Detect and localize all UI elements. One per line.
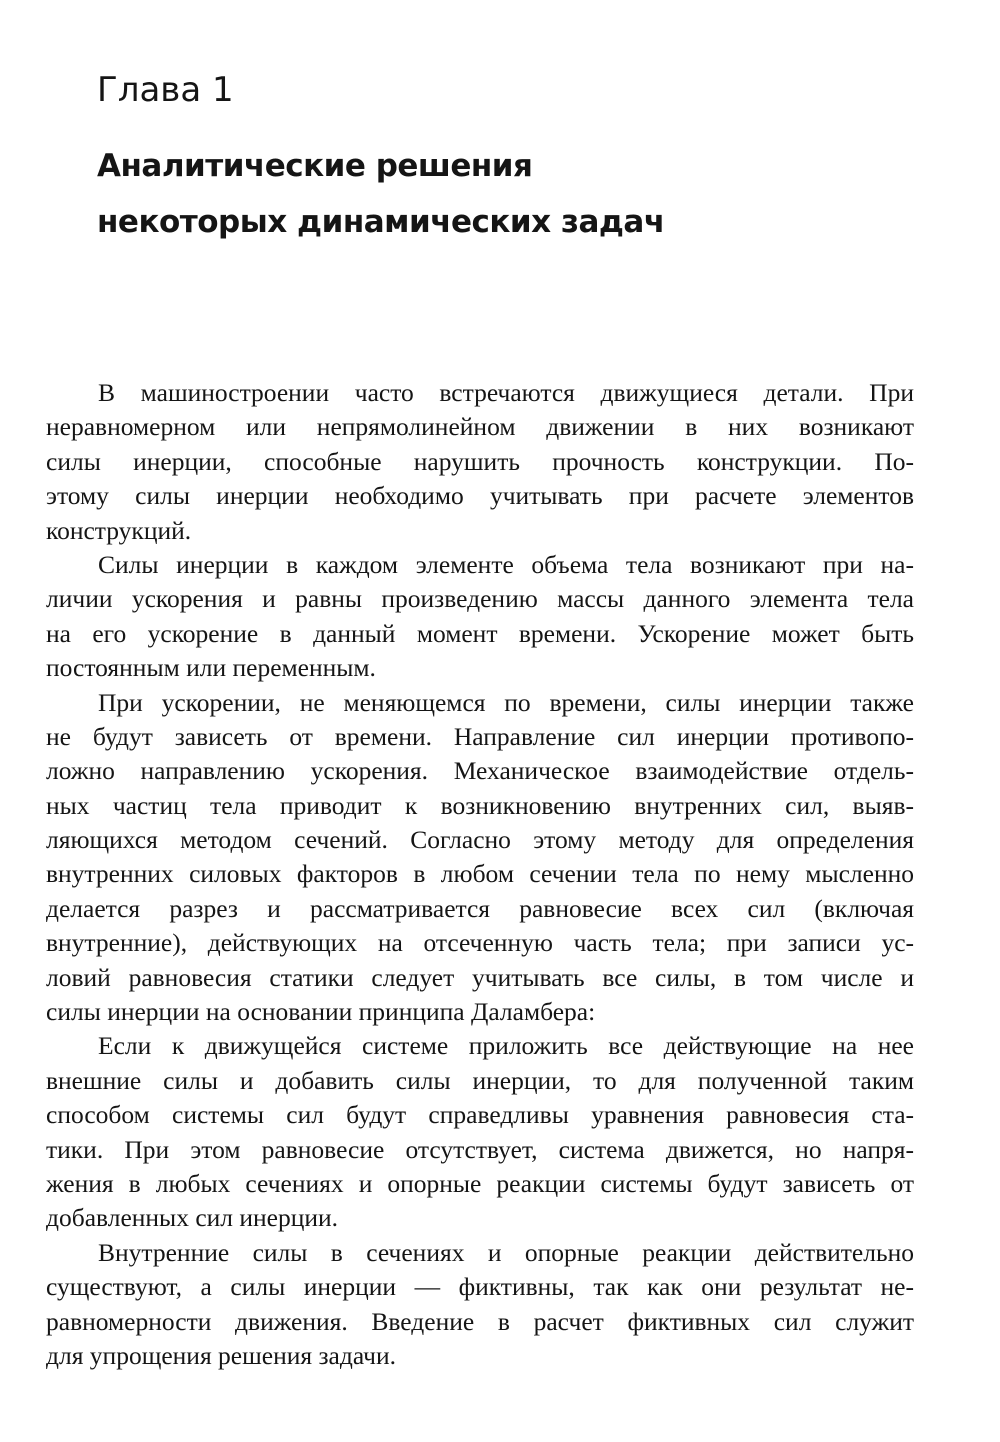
paragraph-2 [46, 548, 914, 686]
text-line: внешние силы и добавить силы инерции, то для полученной таким [46, 1065, 914, 1095]
text-line: на его ускорение в данный момент времени. Ускорение может быть [46, 618, 914, 648]
text-line: жения в любых сечениях и опорные реакции системы будут зависеть от [46, 1168, 914, 1198]
text-line: не будут зависеть от времени. Направление сил инерции противопо- [46, 721, 914, 751]
paragraph-1 [46, 376, 914, 548]
chapter-label: Глава 1 [97, 70, 234, 110]
text-line: ложно направлению ускорения. Механическое взаимодействие отдель- [46, 756, 914, 786]
text-line: При ускорении, не меняющемся по времени, силы инерции также [98, 687, 914, 717]
text-line: постоянным или переменным. [46, 653, 376, 683]
chapter-title-line: некоторых динамических задач [97, 204, 665, 240]
text-line: силы инерции на основании принципа Даламбера: [46, 997, 596, 1027]
text-line: делается разрез и рассматривается равновесие всех сил (включая [46, 893, 914, 923]
text-line: Внутренние силы в сечениях и опорные реакции действительно [98, 1237, 914, 1267]
text-line: этому силы инерции необходимо учитывать при расчете элементов [46, 481, 914, 511]
paragraph-3 [46, 686, 914, 1030]
text-line: неравномерном или непрямолинейном движении в них возникают [46, 412, 914, 442]
chapter-title [97, 138, 665, 250]
text-line: конструкций. [46, 515, 192, 545]
text-line: силы инерции, способные нарушить прочность конструкции. По- [46, 446, 914, 476]
text-line: для упрощения решения задачи. [46, 1340, 396, 1370]
text-line: внутренних силовых факторов в любом сечении тела по нему мысленно [46, 859, 914, 889]
text-line: внутренние), действующих на отсеченную часть тела; при записи ус- [46, 928, 914, 958]
chapter-title-line: Аналитические решения [97, 148, 533, 184]
text-line: ловий равновесия статики следует учитывать все силы, в том числе и [46, 962, 914, 992]
text-line: Силы инерции в каждом элементе объема тела возникают при на- [98, 549, 914, 579]
text-line: добавленных сил инерции. [46, 1203, 339, 1233]
text-line: ляющихся методом сечений. Согласно этому методу для определения [46, 825, 914, 855]
text-line: личии ускорения и равны произведению массы данного элемента тела [46, 584, 914, 614]
text-line: ных частиц тела приводит к возникновению внутренних сил, выяв- [46, 790, 914, 820]
text-line: В машиностроении часто встречаются движущиеся детали. При [98, 378, 914, 407]
body-text [46, 376, 914, 1373]
paragraph-5 [46, 1236, 914, 1374]
text-line: Если к движущейся системе приложить все действующие на нее [98, 1031, 914, 1061]
text-line: тики. При этом равновесие отсутствует, система движется, но напря- [46, 1134, 914, 1164]
text-line: существуют, а силы инерции — фиктивны, так как они результат не- [46, 1272, 914, 1302]
text-line: способом системы сил будут справедливы уравнения равновесия ста- [46, 1100, 914, 1130]
paragraph-4 [46, 1029, 914, 1235]
text-line: равномерности движения. Введение в расчет фиктивных сил служит [46, 1306, 914, 1336]
